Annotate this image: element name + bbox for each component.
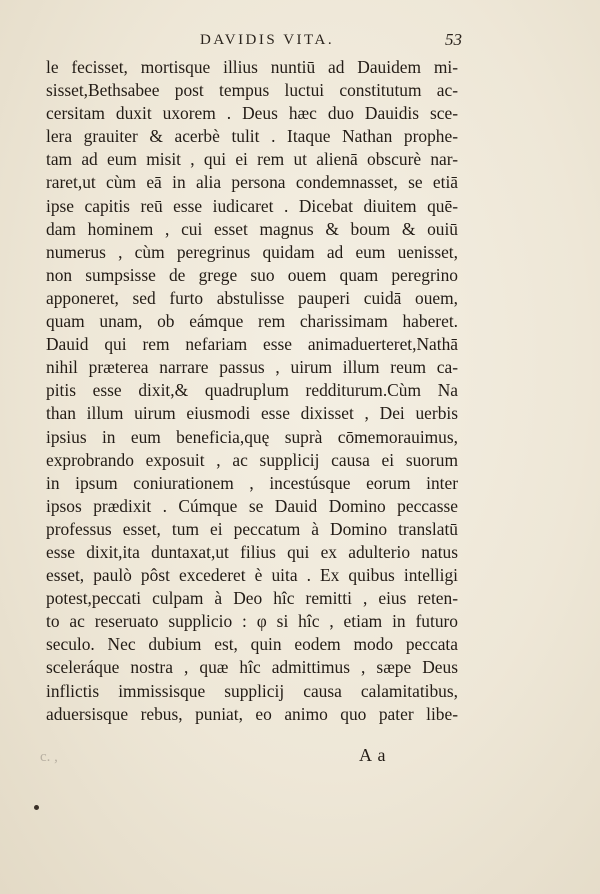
text-line: pitis esse dixit,& quadruplum redditurum.Cùm Na [46,380,458,401]
text-line: nihil præterea narrare passus , uirum illum reum ca- [46,357,458,378]
text-line: in ipsum coniurationem , incestúsque eorum inter [46,472,458,493]
text-line: esset, paulò pôst excederet è uita . Ex quibus intelligi [46,565,458,586]
text-line: quam unam, ob eámque rem charissimam haberet. [46,311,458,332]
text-line: numerus , cùm peregrinus quidam ad eum uenisset, [46,241,458,262]
signature-mark: A a [359,745,387,765]
text-line: le fecisset, mortisque illius nuntiū ad Dauidem mi- [46,57,458,77]
page-header [0,30,600,52]
running-head: DAVIDIS VITA. [200,32,335,48]
text-line: esse dixit,ita duntaxat,ut filius qui ex adulterio natus [46,541,458,562]
body-text [46,56,458,726]
page-number: 53 [445,30,462,49]
text-line: exprobrando exposuit , ac supplicij causa ei suorum [46,449,458,470]
text-line: potest,peccati culpam à Deo hîc remitti , eius reten- [46,588,458,609]
text-line: to ac reseruato supplicio : φ si hîc , etiam in futuro [46,611,458,632]
text-line: inflictis immissisque supplicij causa calamitatibus, [46,680,458,701]
text-line: sceleráque nostra , quæ hîc admittimus , sæpe Deus [46,657,458,678]
page-footer [0,745,600,775]
text-line: ipse capitis reū esse iudicaret . Dicebat diuitem quē- [46,195,458,216]
text-line: ipsius in eum beneficia,quę suprà cōmemorauimus, [46,426,458,447]
text-line: professus esset, tum ei peccatum à Domino translatū [46,518,458,539]
text-line: than illum uirum eiusmodi esse dixisset , Dei uerbis [46,403,458,424]
text-line: dam hominem , cui esset magnus & boum & ouiū [46,218,458,239]
text-line: raret,ut cùm eā in alia persona condemnasset, se etiā [46,172,458,193]
text-line: sisset,Bethsabee post tempus luctui constitutum ac- [46,80,458,101]
text-line: apponeret, sed furto abstulisse pauperi cuidā ouem, [46,287,458,308]
text-line: cersitam duxit uxorem . Deus hæc duo Dauidis sce- [46,103,458,124]
text-line: lera grauiter & acerbè tulit . Itaque Nathan prophe- [46,126,458,147]
text-line: tam ad eum misit , qui ei rem ut alienā obscurè nar- [46,149,458,170]
text-line: seculo. Nec dubium est, quin eodem modo peccata [46,634,458,655]
text-line: ipsos prædixit . Cúmque se Dauid Domino peccasse [46,495,458,516]
text-line: non sumpsisse de grege suo ouem quam peregrino [46,264,458,285]
ink-spot [34,805,39,810]
text-line: Dauid qui rem nefariam esse animaduerteret,Nathā [46,334,458,355]
text-line: aduersisque rebus, puniat, eo animo quo pater libe- [46,703,458,724]
faded-mark: c. , [40,749,58,765]
